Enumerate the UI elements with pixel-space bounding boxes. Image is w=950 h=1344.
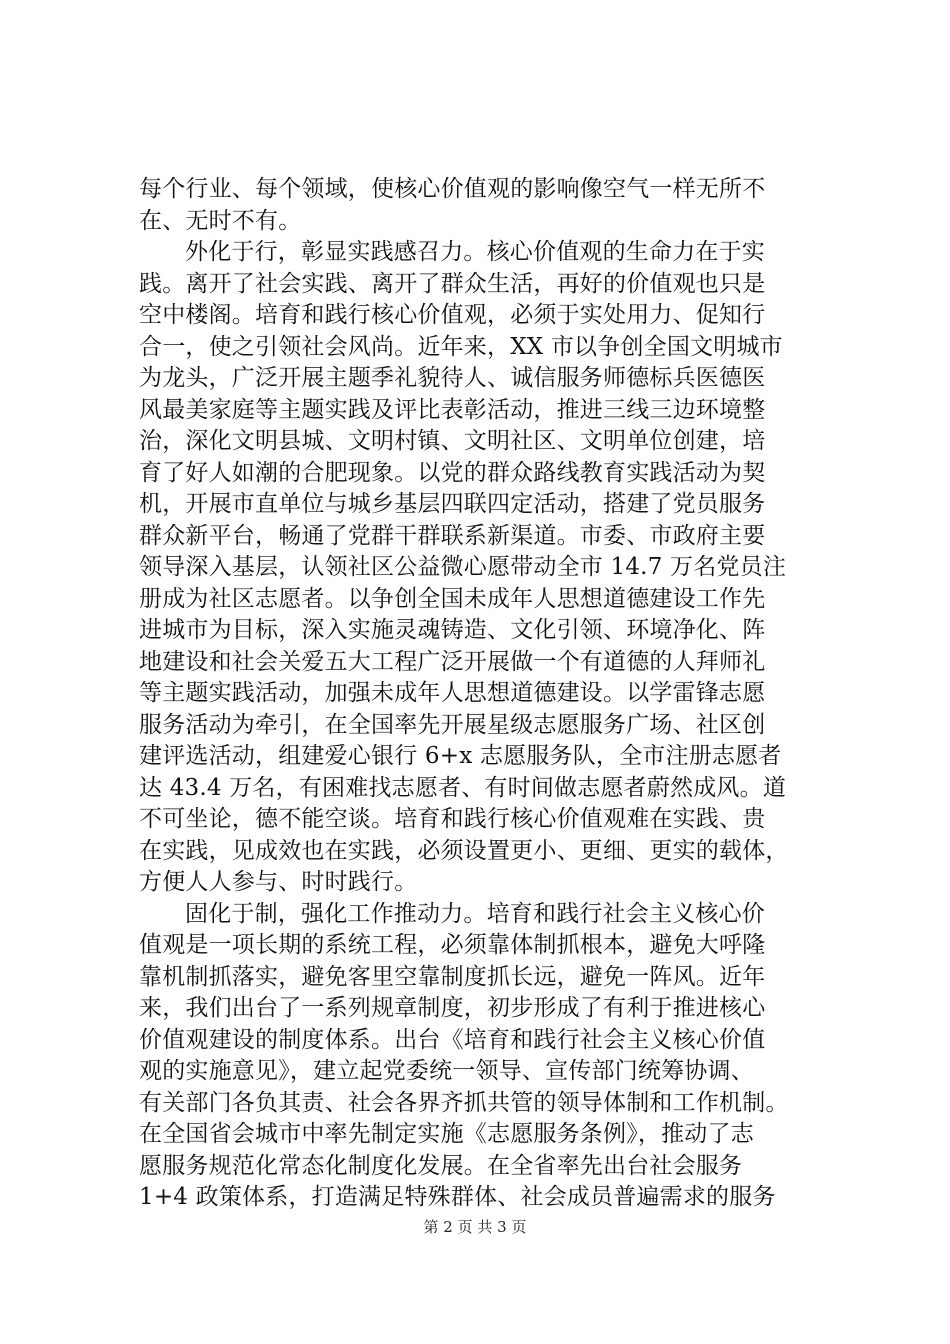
text-line: 方便人人参与、时时践行。 <box>139 869 418 895</box>
text-line: 册成为社区志愿者。以争创全国未成年人思想道德建设工作先 <box>139 585 766 612</box>
text-line: 地建设和社会关爱五大工程广泛开展做一个有道德的人拜师礼 <box>139 648 766 675</box>
text-line: 建评选活动，组建爱心银行 6+x 志愿服务队，全市注册志愿者 <box>139 743 782 769</box>
text-line: 进城市为目标，深入实施灵魂铸造、文化引领、环境净化、阵 <box>139 617 766 643</box>
text-line: 价值观建设的制度体系。出台《培育和践行社会主义核心价值 <box>139 1026 766 1053</box>
text-line: 育了好人如潮的合肥现象。以党的群众路线教育实践活动为契 <box>139 459 766 486</box>
page-footer: 第 2 页 共 3 页 <box>423 1218 527 1236</box>
paragraph-first-line: 外化于行，彰显实践感召力。核心价值观的生命力在于实 <box>185 239 765 265</box>
text-line: 群众新平台，畅通了党群干群联系新渠道。市委、市政府主要 <box>139 522 766 549</box>
text-line: 风最美家庭等主题实践及评比表彰活动，推进三线三边环境整 <box>139 396 766 423</box>
text-line: 观的实施意见》，建立起党委统一领导、宣传部门统筹协调、 <box>139 1058 754 1084</box>
text-line: 愿服务规范化常态化制度化发展。在全省率先出台社会服务 <box>139 1152 743 1179</box>
text-line: 不可坐论，德不能空谈。培育和践行核心价值观难在实践、贵 <box>139 806 766 832</box>
text-line: 为龙头，广泛开展主题季礼貌待人、诚信服务师德标兵医德医 <box>139 365 766 391</box>
text-line: 来，我们出台了一系列规章制度，初步形成了有利于推进核心 <box>139 995 766 1021</box>
text-line: 每个行业、每个领域，使核心价值观的影响像空气一样无所不 <box>139 176 766 202</box>
text-line: 治，深化文明县城、文明村镇、文明社区、文明单位创建，培 <box>139 428 766 454</box>
text-line: 在、无时不有。 <box>139 207 302 234</box>
text-line: 等主题实践活动，加强未成年人思想道德建设。以学雷锋志愿 <box>139 680 766 706</box>
document-body <box>139 174 839 1214</box>
text-line: 空中楼阁。培育和践行核心价值观，必须于实处用力、促知行 <box>139 302 766 328</box>
text-line: 靠机制抓落实，避免客里空靠制度抓长远，避免一阵风。近年 <box>139 963 766 990</box>
text-line: 合一，使之引领社会风尚。近年来，XX 市以争创全国文明城市 <box>139 333 783 360</box>
text-line: 1+4 政策体系，打造满足特殊群体、社会成员普遍需求的服务 <box>139 1184 776 1210</box>
text-line: 有关部门各负其责、社会各界齐抓共管的领导体制和工作机制。 <box>139 1089 789 1116</box>
text-line: 值观是一项长期的系统工程，必须靠体制抓根本，避免大呼隆 <box>139 932 766 958</box>
text-line: 机，开展市直单位与城乡基层四联四定活动，搭建了党员服务 <box>139 491 766 517</box>
text-line: 在全国省会城市中率先制定实施《志愿服务条例》，推动了志 <box>139 1121 754 1147</box>
text-line: 达 43.4 万名，有困难找志愿者、有时间做志愿者蔚然成风。道 <box>139 774 787 801</box>
text-line: 践。离开了社会实践、离开了群众生活，再好的价值观也只是 <box>139 270 766 297</box>
paragraph-first-line: 固化于制，强化工作推动力。培育和践行社会主义核心价 <box>185 900 765 927</box>
text-line: 领导深入基层，认领社区公益微心愿带动全市 14.7 万名党员注 <box>139 554 787 580</box>
text-line: 在实践，见成效也在实践，必须设置更小、更细、更实的载体， <box>139 837 789 864</box>
text-line: 服务活动为牵引，在全国率先开展星级志愿服务广场、社区创 <box>139 711 766 738</box>
